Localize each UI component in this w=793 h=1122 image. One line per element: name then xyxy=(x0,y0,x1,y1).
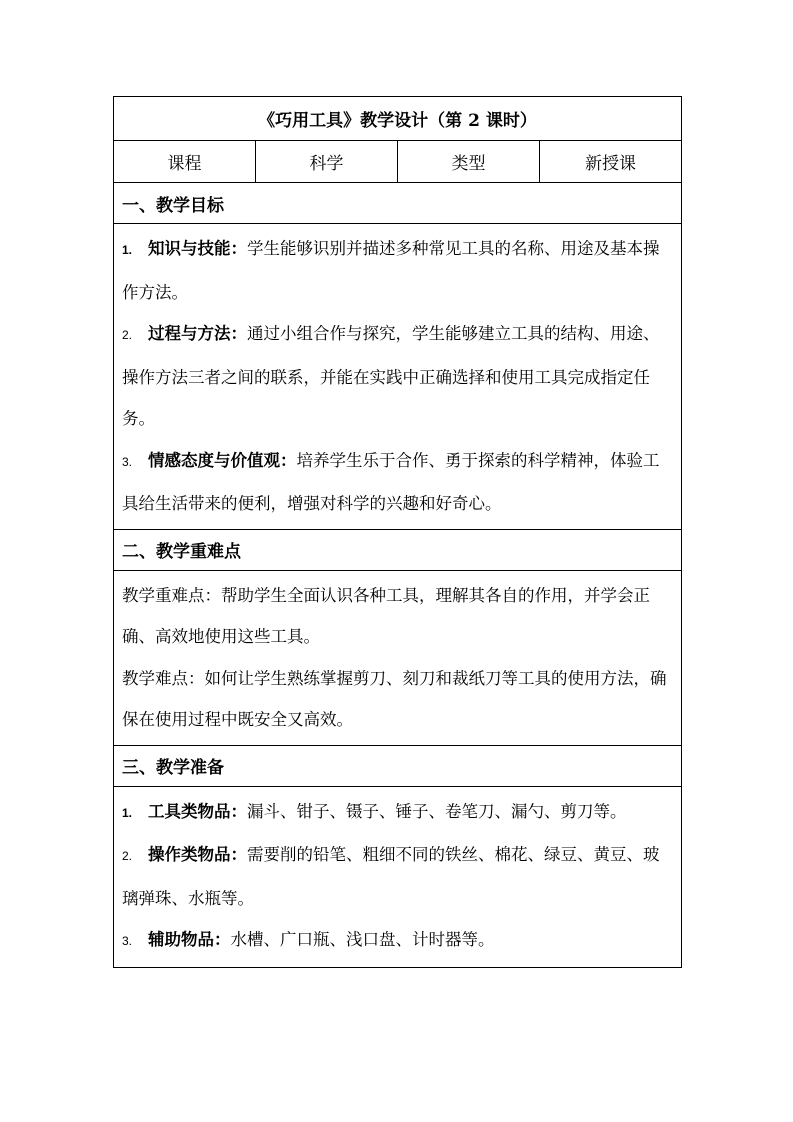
item-number: 1. xyxy=(122,805,133,820)
preparation-item xyxy=(122,919,673,963)
item-number: 1. xyxy=(122,243,133,257)
item-text: 需要削的铅笔、粗细不同的铁丝、棉花、绿豆、黄豆、玻璃弹珠、水瓶等。 xyxy=(122,845,660,908)
objective-item xyxy=(122,313,673,440)
item-text: 漏斗、钳子、镊子、锤子、卷笔刀、漏勺、剪刀等。 xyxy=(247,801,627,821)
item-number: 3. xyxy=(122,934,133,948)
item-keyword: 辅助物品： xyxy=(148,930,231,949)
section-body-key-points xyxy=(114,570,681,745)
type-value: 新授课 xyxy=(539,141,681,182)
lesson-plan-table xyxy=(113,96,682,968)
section-body-objectives xyxy=(114,223,681,529)
item-number: 2. xyxy=(122,328,133,342)
item-number: 3. xyxy=(122,454,133,469)
item-text: 培养学生乐于合作、勇于探索的科学精神，体验工具给生活带来的便利，增强对科学的兴趣和好奇心。 xyxy=(122,450,660,513)
course-value: 科学 xyxy=(255,141,397,182)
objective-item xyxy=(122,228,673,313)
section-heading-preparation: 三、教学准备 xyxy=(114,745,681,786)
document-title: 《巧用工具》教学设计（第 2 课时） xyxy=(258,111,537,131)
preparation-item xyxy=(122,791,673,835)
section-heading-key-points: 二、教学重难点 xyxy=(114,529,681,570)
item-text: 水槽、广口瓶、浅口盘、计时器等。 xyxy=(230,930,495,949)
item-keyword: 情感态度与价值观： xyxy=(148,450,297,470)
difficulty-paragraph: 教学难点：如何让学生熟练掌握剪刀、刻刀和裁纸刀等工具的使用方法，确保在使用过程中既安全又高效。 xyxy=(122,668,667,729)
item-keyword: 过程与方法： xyxy=(148,324,247,343)
objective-item xyxy=(122,440,673,525)
section-heading-objectives: 一、教学目标 xyxy=(114,182,681,223)
course-info-row xyxy=(114,140,681,182)
preparation-item xyxy=(122,834,673,919)
item-text: 通过小组合作与探究，学生能够建立工具的结构、用途、操作方法三者之间的联系，并能在实践中正确选择和使用工具完成指定任务。 xyxy=(122,324,660,428)
item-keyword: 工具类物品： xyxy=(148,801,247,821)
course-label: 课程 xyxy=(167,154,202,174)
item-number: 2. xyxy=(122,849,133,863)
item-keyword: 操作类物品： xyxy=(148,845,247,864)
item-text: 学生能够识别并描述多种常见工具的名称、用途及基本操作方法。 xyxy=(122,239,660,302)
key-point-paragraph: 教学重难点：帮助学生全面认识各种工具，理解其各自的作用，并学会正确、高效地使用这些工具。 xyxy=(122,585,650,646)
type-label: 类型 xyxy=(397,141,539,182)
section-body-preparation xyxy=(114,786,681,967)
item-keyword: 知识与技能： xyxy=(148,239,247,258)
